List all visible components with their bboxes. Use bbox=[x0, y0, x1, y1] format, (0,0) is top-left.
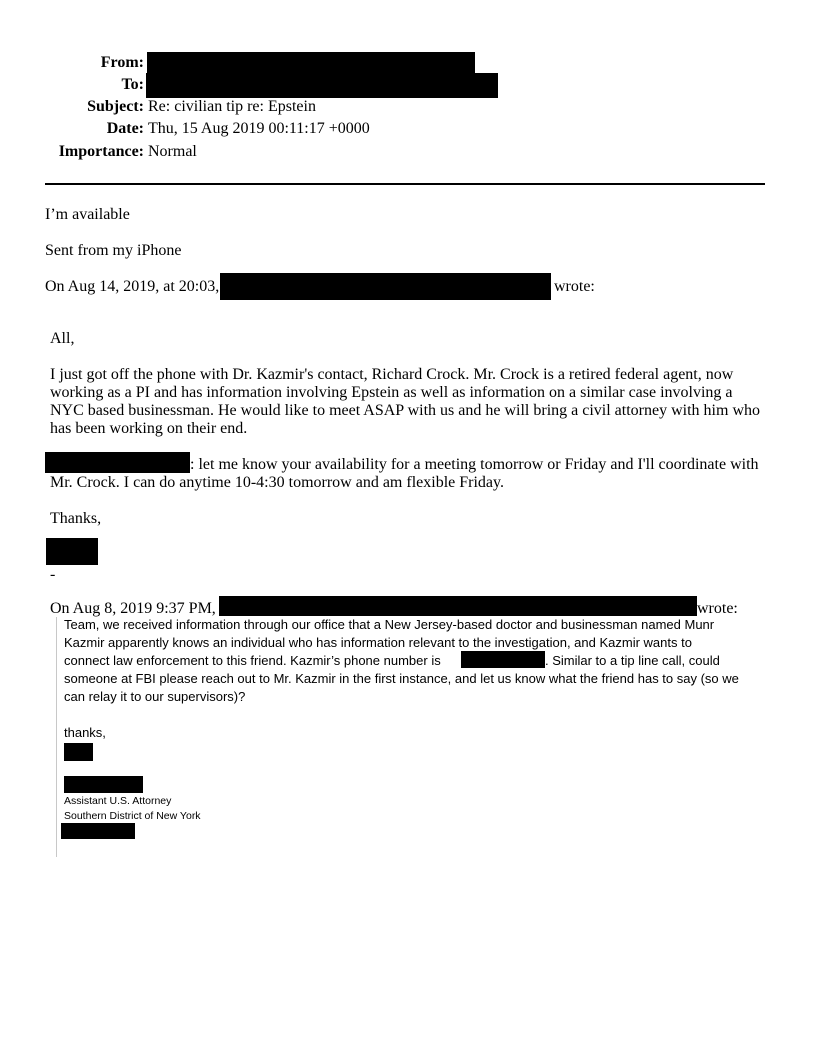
msg3-line5: can relay it to our supervisors)? bbox=[64, 689, 246, 704]
subject-value: Re: civilian tip re: Epstein bbox=[148, 98, 316, 115]
to-redaction bbox=[146, 73, 498, 98]
subject-label: Subject: bbox=[87, 98, 144, 115]
msg3-line4: someone at FBI please reach out to Mr. Kazmir in the first instance, and let us know what the friend has to say (so we bbox=[64, 671, 739, 686]
msg3-attribution-redaction bbox=[219, 596, 697, 616]
reply-line-sent-from: Sent from my iPhone bbox=[45, 242, 182, 259]
msg2-para1-line1: I just got off the phone with Dr. Kazmir's contact, Richard Crock. Mr. Crock is a retired federal agent, now bbox=[50, 366, 734, 383]
msg2-greeting: All, bbox=[50, 330, 75, 347]
sig-office: Southern District of New York bbox=[64, 810, 201, 822]
msg3-line1: Team, we received information through our office that a New Jersey-based doctor and businessman named Munr bbox=[64, 617, 715, 632]
msg3-name-redaction bbox=[64, 776, 143, 793]
msg2-para2-line2: Mr. Crock. I can do anytime 10-4:30 tomorrow and am flexible Friday. bbox=[50, 474, 504, 491]
reply-attribution-prefix: On Aug 14, 2019, at 20:03, bbox=[45, 278, 220, 295]
importance-label: Importance: bbox=[58, 143, 144, 160]
msg2-dash: - bbox=[50, 566, 56, 583]
msg3-thanks: thanks, bbox=[64, 725, 106, 740]
msg3-line3-head: connect law enforcement to this friend. Kazmir’s phone number is bbox=[64, 653, 441, 668]
date-label: Date: bbox=[106, 120, 144, 137]
msg2-thanks: Thanks, bbox=[50, 510, 102, 527]
msg2-para1-line3: NYC based businessman. He would like to meet ASAP with us and he will bring a civil attorney with him who bbox=[50, 402, 760, 419]
reply-attribution-suffix: wrote: bbox=[554, 278, 595, 295]
importance-value: Normal bbox=[148, 143, 197, 160]
phone-number-redaction bbox=[461, 651, 545, 668]
msg3-attribution-prefix: On Aug 8, 2019 9:37 PM, bbox=[50, 600, 216, 617]
msg2-para1-line2: working as a PI and has information involving Epstein as well as information on a similar case involving a bbox=[50, 384, 733, 401]
from-redaction bbox=[147, 52, 475, 74]
msg3-attribution-suffix: wrote: bbox=[697, 600, 738, 617]
msg2-recipient-redaction bbox=[45, 452, 190, 473]
sig-contact-redaction bbox=[61, 823, 135, 839]
reply-line-available: I’m available bbox=[45, 206, 130, 223]
reply-attribution-redaction bbox=[220, 273, 551, 300]
quote-bar bbox=[56, 617, 57, 857]
msg2-para1-line4: has been working on their end. bbox=[50, 420, 248, 437]
msg3-initials-redaction bbox=[64, 743, 93, 761]
header-divider bbox=[45, 183, 765, 185]
from-label: From: bbox=[100, 54, 144, 71]
msg2-signature-redaction bbox=[46, 538, 98, 565]
msg3-line2: Kazmir apparently knows an individual who has information relevant to the investigation, and Kazmir wants to bbox=[64, 635, 692, 650]
msg3-line3-tail: . Similar to a tip line call, could bbox=[545, 653, 720, 668]
msg2-para2-line1: : let me know your availability for a meeting tomorrow or Friday and I'll coordinate with bbox=[190, 456, 759, 473]
date-value: Thu, 15 Aug 2019 00:11:17 +0000 bbox=[148, 120, 370, 137]
to-label: To: bbox=[121, 76, 144, 93]
sig-title: Assistant U.S. Attorney bbox=[64, 795, 172, 807]
